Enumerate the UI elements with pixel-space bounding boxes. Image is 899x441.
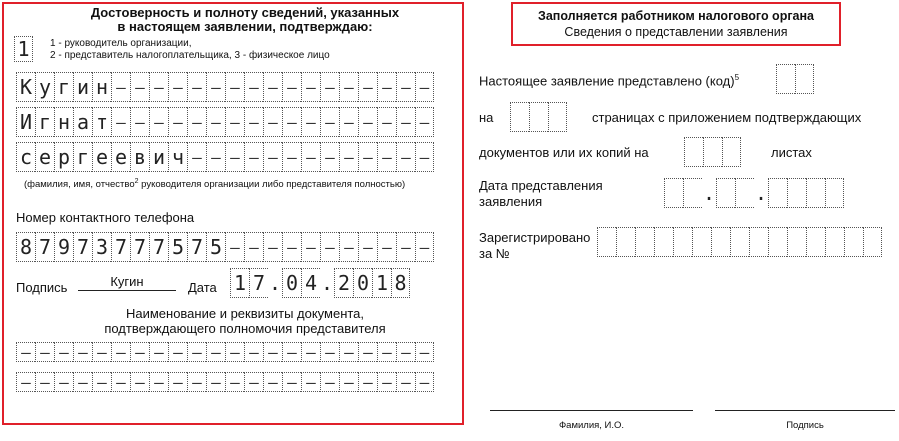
patronymic-cell[interactable] bbox=[187, 142, 206, 172]
document-cell[interactable] bbox=[187, 372, 206, 392]
surname-field[interactable] bbox=[16, 72, 434, 102]
date-year-cell-1[interactable]: 2 bbox=[334, 268, 353, 298]
surname-cell[interactable] bbox=[263, 72, 282, 102]
role-field[interactable] bbox=[14, 36, 33, 62]
registration-cell[interactable] bbox=[635, 227, 654, 257]
signature-line bbox=[715, 410, 895, 411]
footer-name-label: Фамилия, И.О. bbox=[558, 420, 625, 431]
name-cell[interactable] bbox=[187, 107, 206, 137]
patronymic-cell[interactable] bbox=[396, 142, 415, 172]
registration-cell[interactable] bbox=[692, 227, 711, 257]
patronymic-cell[interactable]: ч bbox=[168, 142, 187, 172]
date-day-cell-2[interactable]: 7 bbox=[249, 268, 268, 298]
patronymic-cell[interactable]: р bbox=[54, 142, 73, 172]
registration-cell[interactable] bbox=[730, 227, 749, 257]
date-year-cell-2[interactable]: 0 bbox=[353, 268, 372, 298]
surname-cell[interactable]: и bbox=[73, 72, 92, 102]
registration-cell[interactable] bbox=[749, 227, 768, 257]
phone-cell[interactable]: 7 bbox=[187, 232, 206, 262]
pages-text: страницах с приложением подтверждающих bbox=[592, 110, 862, 125]
document-cell[interactable] bbox=[73, 372, 92, 392]
date-separator: . bbox=[320, 271, 334, 295]
date-field[interactable] bbox=[230, 268, 410, 298]
patronymic-cell[interactable] bbox=[206, 142, 225, 172]
document-cell[interactable] bbox=[301, 372, 320, 392]
name-cell[interactable] bbox=[149, 107, 168, 137]
sheets-text: листах bbox=[771, 145, 812, 160]
phone-cell[interactable]: 7 bbox=[73, 232, 92, 262]
patronymic-cell[interactable]: с bbox=[16, 142, 35, 172]
patronymic-cell[interactable] bbox=[358, 142, 377, 172]
document-line-1[interactable] bbox=[16, 342, 434, 362]
document-cell[interactable] bbox=[301, 342, 320, 362]
patronymic-cell[interactable] bbox=[339, 142, 358, 172]
patronymic-cell[interactable]: в bbox=[130, 142, 149, 172]
document-title bbox=[40, 306, 450, 336]
docs-text: документов или их копий на bbox=[479, 145, 649, 160]
surname-cell[interactable] bbox=[282, 72, 301, 102]
date-cell[interactable] bbox=[683, 178, 702, 208]
date-separator: . bbox=[702, 181, 716, 205]
phone-cell[interactable] bbox=[225, 232, 244, 262]
surname-cell[interactable] bbox=[244, 72, 263, 102]
role-option-1: 1 - руководитель организации, bbox=[50, 38, 192, 49]
footer-signature-label: Подпись bbox=[786, 420, 824, 431]
document-cell[interactable] bbox=[263, 372, 282, 392]
surname-cell[interactable] bbox=[225, 72, 244, 102]
document-cell[interactable] bbox=[168, 372, 187, 392]
document-cell[interactable] bbox=[92, 342, 111, 362]
name-cell[interactable]: н bbox=[54, 107, 73, 137]
document-cell[interactable] bbox=[415, 342, 434, 362]
registration-cell[interactable] bbox=[711, 227, 730, 257]
document-cell[interactable] bbox=[187, 342, 206, 362]
role-option-2: 2 - представитель налогоплательщика, 3 - физическое лицо bbox=[50, 50, 330, 61]
on-label: на bbox=[479, 110, 494, 125]
phone-cell[interactable]: 5 bbox=[168, 232, 187, 262]
presentation-date-field[interactable] bbox=[664, 178, 844, 208]
registration-cell[interactable] bbox=[673, 227, 692, 257]
phone-cell[interactable] bbox=[244, 232, 263, 262]
phone-cell[interactable]: 5 bbox=[206, 232, 225, 262]
document-cell[interactable] bbox=[92, 372, 111, 392]
date-separator: . bbox=[268, 271, 282, 295]
date-label: Дата bbox=[188, 280, 217, 295]
registered-label-1: Зарегистрировано bbox=[479, 230, 591, 245]
code-cell[interactable] bbox=[776, 64, 795, 94]
document-cell[interactable] bbox=[130, 342, 149, 362]
header-line-1: Заполняется работником налогового органа bbox=[537, 9, 814, 23]
surname-cell[interactable] bbox=[187, 72, 206, 102]
patronymic-cell[interactable] bbox=[263, 142, 282, 172]
date-year-cell-3[interactable]: 1 bbox=[372, 268, 391, 298]
surname-cell[interactable] bbox=[168, 72, 187, 102]
name-cell[interactable]: И bbox=[16, 107, 35, 137]
name-cell[interactable] bbox=[244, 107, 263, 137]
name-cell[interactable] bbox=[396, 107, 415, 137]
surname-cell[interactable] bbox=[111, 72, 130, 102]
document-cell[interactable] bbox=[358, 372, 377, 392]
document-cell[interactable] bbox=[54, 342, 73, 362]
document-cell[interactable] bbox=[396, 372, 415, 392]
document-cell[interactable] bbox=[225, 342, 244, 362]
presentation-date-label bbox=[479, 178, 603, 210]
registration-cell[interactable] bbox=[654, 227, 673, 257]
document-cell[interactable] bbox=[320, 342, 339, 362]
patronymic-field[interactable] bbox=[16, 142, 434, 172]
patronymic-cell[interactable] bbox=[244, 142, 263, 172]
sheets-cell[interactable] bbox=[722, 137, 741, 167]
registration-cell[interactable] bbox=[806, 227, 825, 257]
fio-note bbox=[24, 178, 405, 190]
document-cell[interactable] bbox=[111, 372, 130, 392]
presentation-date-label-2: заявления bbox=[479, 194, 543, 209]
title-line-2: в настоящем заявлении, подтверждаю: bbox=[117, 19, 373, 34]
name-cell[interactable] bbox=[206, 107, 225, 137]
pages-cell[interactable] bbox=[510, 102, 529, 132]
phone-cell[interactable]: 7 bbox=[111, 232, 130, 262]
phone-cell[interactable]: 3 bbox=[92, 232, 111, 262]
phone-cell[interactable]: 7 bbox=[130, 232, 149, 262]
phone-cell[interactable] bbox=[282, 232, 301, 262]
patronymic-cell[interactable] bbox=[320, 142, 339, 172]
name-field[interactable] bbox=[16, 107, 434, 137]
presented-sup: 5 bbox=[734, 73, 740, 82]
document-cell[interactable] bbox=[282, 342, 301, 362]
phone-cell[interactable] bbox=[339, 232, 358, 262]
surname-cell[interactable] bbox=[320, 72, 339, 102]
registered-label bbox=[479, 230, 590, 262]
patronymic-cell[interactable] bbox=[415, 142, 434, 172]
document-cell[interactable] bbox=[111, 342, 130, 362]
presentation-date-label-1: Дата представления bbox=[479, 178, 603, 193]
surname-cell[interactable] bbox=[396, 72, 415, 102]
code-cell[interactable] bbox=[795, 64, 814, 94]
date-cell[interactable] bbox=[664, 178, 683, 208]
name-cell[interactable] bbox=[282, 107, 301, 137]
pages-cell[interactable] bbox=[529, 102, 548, 132]
surname-cell[interactable]: г bbox=[54, 72, 73, 102]
registration-cell[interactable] bbox=[616, 227, 635, 257]
patronymic-cell[interactable]: и bbox=[149, 142, 168, 172]
signature-label: Подпись bbox=[16, 280, 68, 295]
phone-cell[interactable]: 7 bbox=[35, 232, 54, 262]
document-title-line-1: Наименование и реквизиты документа, bbox=[125, 306, 365, 321]
document-cell[interactable] bbox=[206, 372, 225, 392]
registered-label-2: за № bbox=[479, 246, 510, 261]
document-cell[interactable] bbox=[168, 342, 187, 362]
name-cell[interactable] bbox=[130, 107, 149, 137]
name-cell[interactable] bbox=[320, 107, 339, 137]
role-cell[interactable]: 1 bbox=[14, 36, 33, 62]
presented-code-field[interactable] bbox=[776, 64, 814, 94]
name-cell[interactable]: г bbox=[35, 107, 54, 137]
name-cell[interactable] bbox=[225, 107, 244, 137]
phone-cell[interactable] bbox=[415, 232, 434, 262]
patronymic-cell[interactable]: е bbox=[111, 142, 130, 172]
registration-cell[interactable] bbox=[787, 227, 806, 257]
name-cell[interactable] bbox=[415, 107, 434, 137]
date-month-cell-1[interactable]: 0 bbox=[282, 268, 301, 298]
date-cell[interactable] bbox=[825, 178, 844, 208]
name-signature-line bbox=[490, 410, 693, 411]
document-cell[interactable] bbox=[415, 372, 434, 392]
presented-label-text: Настоящее заявление представлено (код) bbox=[479, 73, 735, 89]
document-cell[interactable] bbox=[377, 342, 396, 362]
document-cell[interactable] bbox=[377, 372, 396, 392]
phone-cell[interactable] bbox=[301, 232, 320, 262]
name-cell[interactable]: а bbox=[73, 107, 92, 137]
document-cell[interactable] bbox=[320, 372, 339, 392]
header-line-2: Сведения о представлении заявления bbox=[564, 25, 788, 39]
document-cell[interactable] bbox=[35, 342, 54, 362]
date-cell[interactable] bbox=[806, 178, 825, 208]
phone-label: Номер контактного телефона bbox=[16, 210, 195, 225]
document-cell[interactable] bbox=[339, 372, 358, 392]
document-cell[interactable] bbox=[244, 372, 263, 392]
signature-field[interactable]: Кугин bbox=[78, 274, 176, 291]
document-cell[interactable] bbox=[244, 342, 263, 362]
fio-note-text: (фамилия, имя, отчество bbox=[24, 179, 135, 191]
surname-cell[interactable]: н bbox=[92, 72, 111, 102]
tax-officer-header bbox=[513, 8, 839, 40]
document-cell[interactable] bbox=[225, 372, 244, 392]
name-cell[interactable] bbox=[377, 107, 396, 137]
name-cell[interactable] bbox=[168, 107, 187, 137]
surname-cell[interactable] bbox=[130, 72, 149, 102]
registration-cell[interactable] bbox=[768, 227, 787, 257]
fio-note-text-2: руководителя организации либо представителя полностью) bbox=[141, 179, 406, 191]
date-cell[interactable] bbox=[768, 178, 787, 208]
patronymic-cell[interactable]: г bbox=[73, 142, 92, 172]
phone-cell[interactable]: 8 bbox=[16, 232, 35, 262]
document-cell[interactable] bbox=[73, 342, 92, 362]
document-cell[interactable] bbox=[358, 342, 377, 362]
surname-cell[interactable]: К bbox=[16, 72, 35, 102]
registration-cell[interactable] bbox=[597, 227, 616, 257]
document-cell[interactable] bbox=[282, 372, 301, 392]
surname-cell[interactable] bbox=[206, 72, 225, 102]
name-cell[interactable]: т bbox=[92, 107, 111, 137]
document-line-2[interactable] bbox=[16, 372, 434, 392]
date-month-cell-2[interactable]: 4 bbox=[301, 268, 320, 298]
date-day-cell-1[interactable]: 1 bbox=[230, 268, 249, 298]
phone-cell[interactable]: 9 bbox=[54, 232, 73, 262]
phone-field[interactable] bbox=[16, 232, 434, 262]
surname-cell[interactable]: у bbox=[35, 72, 54, 102]
title-line-1: Достоверность и полноту сведений, указанных bbox=[90, 5, 400, 20]
name-cell[interactable] bbox=[263, 107, 282, 137]
document-cell[interactable] bbox=[16, 342, 35, 362]
surname-cell[interactable] bbox=[339, 72, 358, 102]
name-cell[interactable] bbox=[339, 107, 358, 137]
phone-cell[interactable] bbox=[358, 232, 377, 262]
surname-cell[interactable] bbox=[358, 72, 377, 102]
surname-cell[interactable] bbox=[149, 72, 168, 102]
sheets-cell[interactable] bbox=[684, 137, 703, 167]
patronymic-cell[interactable] bbox=[282, 142, 301, 172]
date-cell[interactable] bbox=[787, 178, 806, 208]
patronymic-cell[interactable] bbox=[301, 142, 320, 172]
document-title-line-2: подтверждающего полномочия представителя bbox=[104, 321, 386, 336]
date-separator: . bbox=[754, 181, 768, 205]
document-cell[interactable] bbox=[149, 342, 168, 362]
confirmation-title bbox=[40, 6, 450, 34]
date-cell[interactable] bbox=[735, 178, 754, 208]
document-cell[interactable] bbox=[16, 372, 35, 392]
phone-cell[interactable] bbox=[377, 232, 396, 262]
phone-cell[interactable] bbox=[263, 232, 282, 262]
sheets-cell[interactable] bbox=[703, 137, 722, 167]
date-year-cell-4[interactable]: 8 bbox=[391, 268, 410, 298]
date-cell[interactable] bbox=[716, 178, 735, 208]
document-cell[interactable] bbox=[339, 342, 358, 362]
surname-cell[interactable] bbox=[301, 72, 320, 102]
phone-cell[interactable] bbox=[396, 232, 415, 262]
patronymic-cell[interactable] bbox=[225, 142, 244, 172]
name-cell[interactable] bbox=[358, 107, 377, 137]
registration-number-field[interactable] bbox=[597, 227, 882, 257]
name-cell[interactable] bbox=[111, 107, 130, 137]
registration-cell[interactable] bbox=[844, 227, 863, 257]
name-cell[interactable] bbox=[301, 107, 320, 137]
fio-note-sup: 2 bbox=[134, 178, 139, 185]
surname-cell[interactable] bbox=[377, 72, 396, 102]
document-cell[interactable] bbox=[54, 372, 73, 392]
surname-cell[interactable] bbox=[415, 72, 434, 102]
presented-label bbox=[479, 70, 739, 89]
patronymic-cell[interactable]: е bbox=[35, 142, 54, 172]
document-cell[interactable] bbox=[263, 342, 282, 362]
document-cell[interactable] bbox=[149, 372, 168, 392]
patronymic-cell[interactable] bbox=[377, 142, 396, 172]
pages-field[interactable] bbox=[510, 102, 567, 132]
document-cell[interactable] bbox=[35, 372, 54, 392]
registration-cell[interactable] bbox=[825, 227, 844, 257]
document-cell[interactable] bbox=[206, 342, 225, 362]
patronymic-cell[interactable]: е bbox=[92, 142, 111, 172]
sheets-field[interactable] bbox=[684, 137, 741, 167]
phone-cell[interactable] bbox=[320, 232, 339, 262]
document-cell[interactable] bbox=[130, 372, 149, 392]
pages-cell[interactable] bbox=[548, 102, 567, 132]
document-cell[interactable] bbox=[396, 342, 415, 362]
registration-cell[interactable] bbox=[863, 227, 882, 257]
phone-cell[interactable]: 7 bbox=[149, 232, 168, 262]
